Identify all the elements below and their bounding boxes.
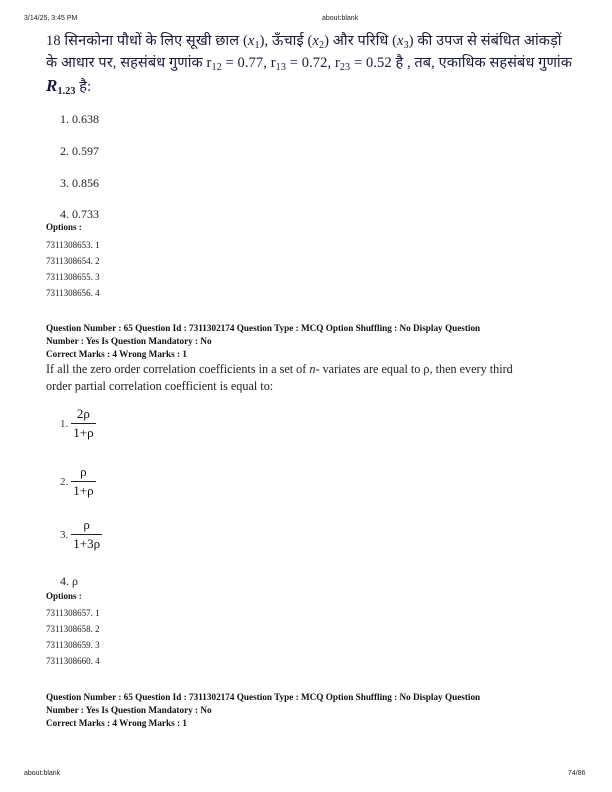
question-text: If all the zero order correlation coefficients in a set of n- variates are equal to ρ, then every third order partial correlation coefficient is equal to: — [46, 362, 513, 393]
print-url: about:blank — [24, 770, 61, 777]
option-2: 2. 0.597 — [60, 144, 99, 158]
option-id: 7311308657. 1 — [46, 608, 100, 618]
option-id: 7311308656. 4 — [46, 288, 100, 298]
option-id-list — [46, 237, 100, 301]
option-id-list — [46, 605, 100, 669]
option-4: 4. 0.733 — [60, 207, 99, 221]
options-label: Options : — [46, 222, 82, 232]
option-4: 4. ρ — [60, 574, 78, 588]
option-1: 1. $\frac{2\rho}{1+\rho}$ — [60, 406, 94, 440]
option-1: 1. 0.638 — [60, 112, 99, 126]
question-meta: Question Number : 65 Question Id : 7311302174 Question Type : MCQ Option Shuffling : No Display Question Number : Yes Is Question Mandatory : No Correct Marks : 4 Wrong Marks : 1 — [46, 692, 481, 728]
option-3: 3. $\frac{\rho}{1+3\rho}$ — [60, 517, 101, 551]
fraction: $\frac{\rho}{1+\rho}$ — [73, 464, 94, 498]
question-meta: Question Number : 65 Question Id : 7311302174 Question Type : MCQ Option Shuffling : No Display Question Number : Yes Is Question Mandatory : No Correct Marks : 4 Wrong Marks : 1 — [46, 323, 481, 359]
fraction: $\frac{2\rho}{1+\rho}$ — [73, 406, 94, 440]
option-id: 7311308660. 4 — [46, 656, 100, 666]
option-id: 7311308653. 1 — [46, 240, 100, 250]
fraction: $\frac{\rho}{1+3\rho}$ — [73, 517, 101, 551]
option-2: 2. $\frac{\rho}{1+\rho}$ — [60, 464, 94, 498]
option-id: 7311308659. 3 — [46, 640, 100, 650]
options-label: Options : — [46, 591, 82, 601]
question-text-line-3: $R_{1.23}$ है: — [46, 76, 92, 97]
marks-info: Correct Marks : 4 Wrong Marks : 1 — [46, 718, 187, 728]
option-id: 7311308655. 3 — [46, 272, 100, 282]
question-text-line-2: के आधार पर, सहसंबंध गुणांक $r_{12} = 0.77$, $r_{13} = 0.72$, $r_{23} = 0.52$ है , तब, एकाधिक सहसंबंध गुणांक — [46, 55, 573, 73]
question-text-line-1: 18 सिनकोना पौधों के लिए सूखी छाल $(x_1)$, ऊँचाई $(x_2)$ और परिधि $(x_3)$ की उपज से संबंधित आंकड़ों — [46, 33, 562, 51]
option-id: 7311308658. 2 — [46, 624, 100, 634]
print-datetime: 3/14/25, 3:45 PM — [24, 15, 78, 22]
page-number: 74/86 — [568, 770, 586, 777]
option-3: 3. 0.856 — [60, 176, 99, 190]
option-id: 7311308654. 2 — [46, 256, 100, 266]
marks-info: Correct Marks : 4 Wrong Marks : 1 — [46, 349, 187, 359]
print-page-title: about:blank — [322, 15, 359, 22]
